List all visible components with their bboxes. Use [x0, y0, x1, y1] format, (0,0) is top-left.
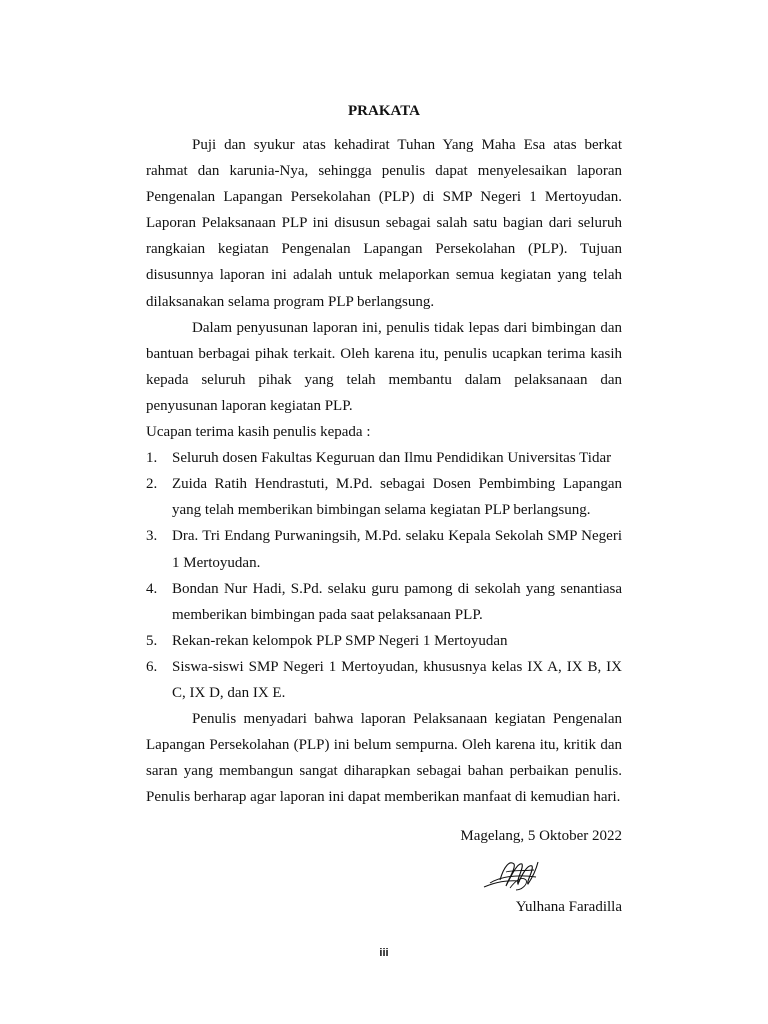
list-item — [146, 471, 622, 523]
list-item-number: 6. — [146, 658, 158, 675]
list-item-number: 5. — [146, 632, 158, 649]
place-date: Magelang, 5 Oktober 2022 — [460, 828, 622, 844]
list-item-number: 3. — [146, 528, 158, 545]
closing-paragraph: Penulis menyadari bahwa laporan Pelaksanaan kegiatan Pengenalan Lapangan Persekolahan (PLP) ini belum sempurna. Oleh karena itu, kritik dan saran yang membangun sangat diharapkan sebagai bahan perbaikan penulis. Penulis berharap agar laporan ini dapat memberikan manfaat di kemudian hari. — [146, 711, 622, 806]
page-number: iii — [379, 947, 389, 959]
list-item — [146, 576, 622, 628]
acknowledgment-paragraph: Dalam penyusunan laporan ini, penulis tidak lepas dari bimbingan dan bantuan berbagai pihak terkait. Oleh karena itu, penulis ucapkan terima kasih kepada seluruh pihak yang telah membantu dalam pelaksanaan dan penyusunan laporan kegiatan PLP. — [146, 319, 622, 414]
list-item-text: Dra. Tri Endang Purwaningsih, M.Pd. selaku Kepala Sekolah SMP Negeri 1 Mertoyudan. — [172, 528, 622, 571]
list-item-text: Bondan Nur Hadi, S.Pd. selaku guru pamong di sekolah yang senantiasa memberikan bimbingan pada saat pelaksanaan PLP. — [172, 580, 622, 623]
list-item-text: Zuida Ratih Hendrastuti, M.Pd. sebagai Dosen Pembimbing Lapangan yang telah memberikan bimbingan selama kegiatan PLP berlangsung. — [172, 476, 622, 519]
list-item-text: Seluruh dosen Fakultas Keguruan dan Ilmu Pendidikan Universitas Tidar — [172, 450, 612, 467]
signature-image — [476, 850, 552, 896]
list-item-number: 1. — [146, 450, 158, 467]
document-body — [146, 132, 622, 810]
signer-name: Yulhana Faradilla — [515, 899, 622, 915]
list-item-number: 4. — [146, 580, 158, 597]
list-item-number: 2. — [146, 476, 158, 493]
thanks-lead-in: Ucapan terima kasih penulis kepada : — [146, 424, 371, 441]
list-item — [146, 445, 622, 471]
intro-paragraph: Puji dan syukur atas kehadirat Tuhan Yang Maha Esa atas berkat rahmat dan karunia-Nya, sehingga penulis dapat menyelesaikan laporan Pengenalan Lapangan Persekolahan (PLP) di SMP Negeri 1 Mertoyudan. Laporan Pelaksanaan PLP ini disusun sebagai salah satu bagian dari seluruh rangkaian kegiatan Pengenalan Lapangan Persekolahan (PLP). Tujuan disusunnya laporan ini adalah untuk melaporkan semua kegiatan yang telah dilaksanakan selama program PLP berlangsung. — [146, 137, 622, 310]
list-item — [146, 523, 622, 575]
page-title: PRAKATA — [348, 103, 420, 119]
list-item-text: Siswa-siswi SMP Negeri 1 Mertoyudan, khususnya kelas IX A, IX B, IX C, IX D, dan IX E. — [172, 658, 622, 701]
list-item — [146, 628, 622, 654]
list-item — [146, 654, 622, 706]
list-item-text: Rekan-rekan kelompok PLP SMP Negeri 1 Mertoyudan — [172, 632, 508, 649]
thanks-list — [146, 445, 622, 706]
